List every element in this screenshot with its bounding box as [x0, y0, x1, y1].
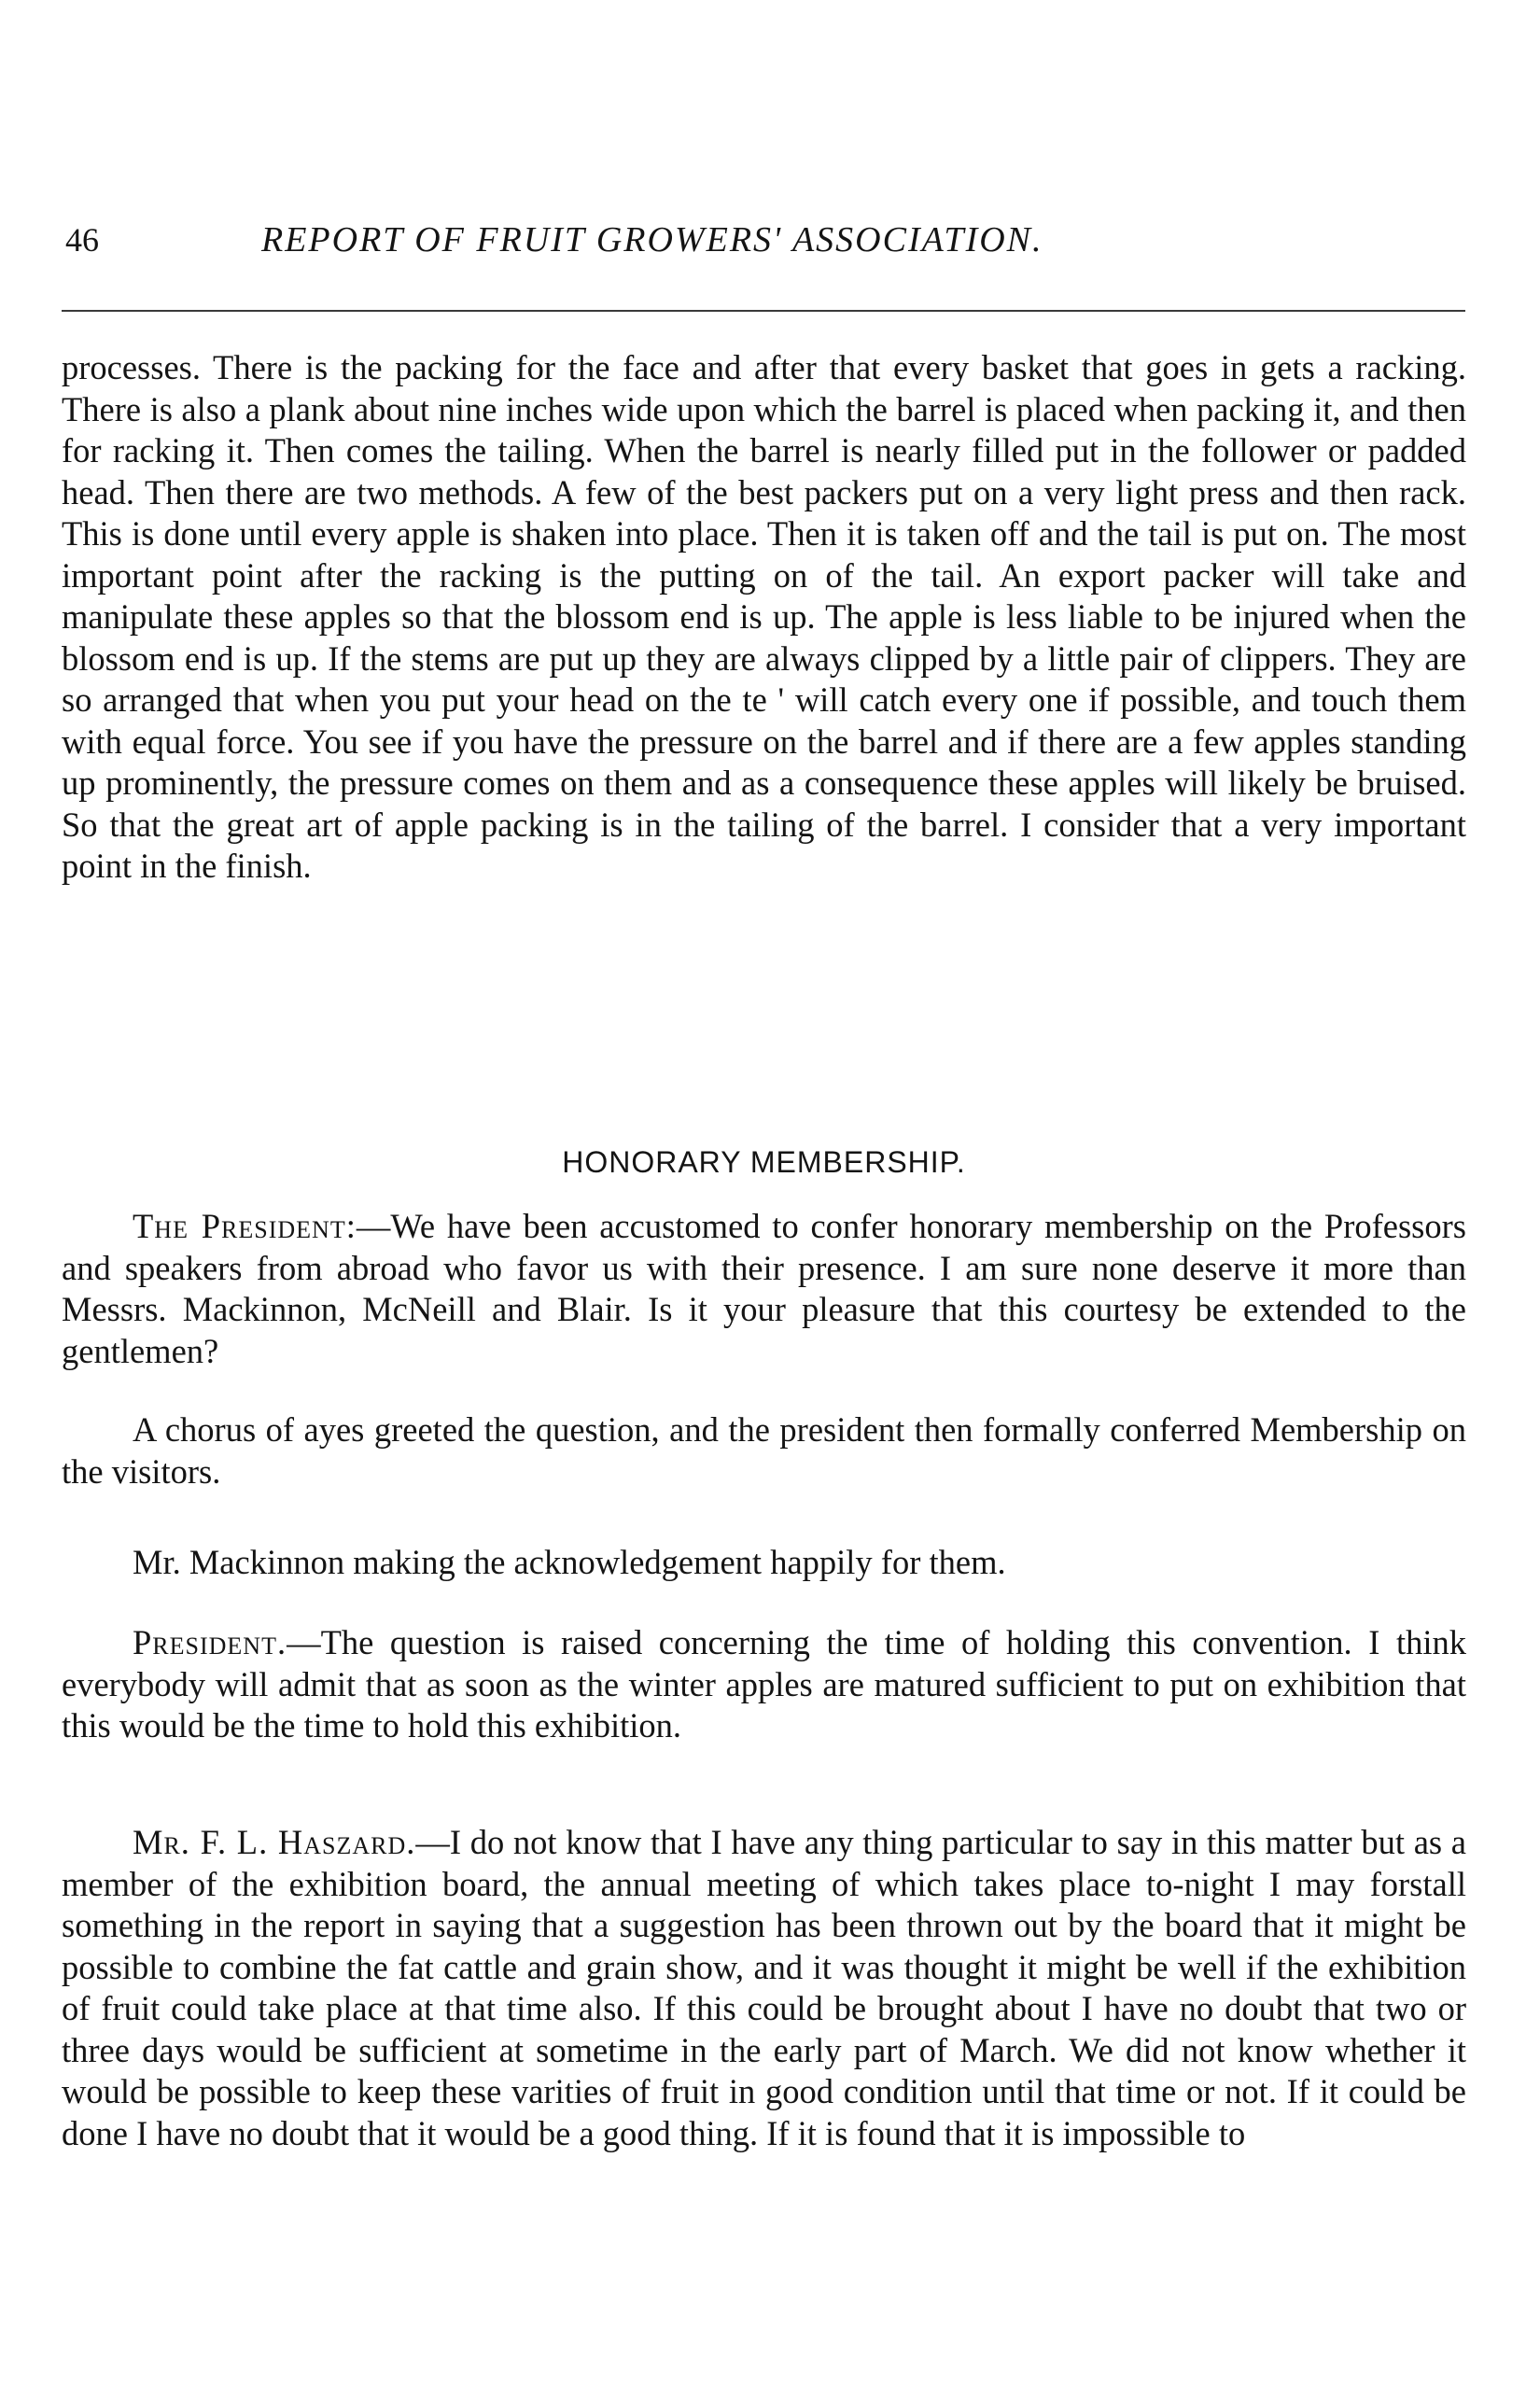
- paragraph-text: —The question is raised concerning the time of holding this convention. I think everybody will admit that as soon as the winter apples are matured sufficient to put on exhibition that this would be the time to hold this exhibition.: [62, 1623, 1466, 1744]
- paragraph-text: Mr. Mackinnon making the acknowledgement happily for them.: [133, 1543, 1006, 1581]
- paragraph-packing-processes: [62, 347, 1466, 888]
- paragraph-president-convention: [62, 1622, 1466, 1747]
- speaker-name: President.: [133, 1623, 287, 1661]
- speaker-name: The President:: [133, 1207, 357, 1245]
- page-number: 46: [65, 221, 99, 259]
- paragraph-text: A chorus of ayes greeted the question, and the president then formally conferred Membership on the visitors.: [62, 1410, 1466, 1491]
- speaker-name: Mr. F. L. Haszard.: [133, 1823, 416, 1861]
- paragraph-mackinnon: [62, 1542, 1466, 1584]
- paragraph-president-membership: [62, 1206, 1466, 1372]
- paragraph-text: processes. There is the packing for the face and after that every basket that goes in gets a racking. There is also a plank about nine inches wide upon which the barrel is placed when packing it, and then for racking it. Then comes the tailing. When the barrel is nearly filled put in the follower or padded head. Then there are two methods. A few of the best packers put on a very light press and then rack. This is done until every apple is shaken into place. Then it is taken off and the tail is put on. The most important point after the racking is the putting on of the tail. An export packer will take and manipulate these apples so that the blossom end is up. The apple is less liable to be injured when the blossom end is up. If the stems are put up they are always clipped by a little pair of clippers. They are so arranged that when you put your head on the te ' will catch every one if possible, and touch them with equal force. You see if you have the pressure on the barrel and if there are a few apples standing up prominently, the pressure comes on them and as a consequence these apples will likely be bruised. So that the great art of apple packing is in the tailing of the barrel. I consider that a very important point in the finish.: [62, 348, 1466, 885]
- paragraph-chorus: [62, 1409, 1466, 1492]
- paragraph-haszard: [62, 1822, 1466, 2154]
- header-rule: [62, 310, 1465, 312]
- running-head: [65, 217, 1465, 263]
- paragraph-text: —I do not know that I have any thing particular to say in this matter but as a member of the exhibition board, the annual meeting of which takes place to-night I may forstall something in the report in saying that a suggestion has been thrown out by the board that it might be possible to combine the fat cattle and grain show, and it was thought it might be well if the exhibition of fruit could take place at that time also. If this could be brought about I have no doubt that two or three days would be sufficient at sometime in the early part of March. We did not know whether it would be possible to keep these varities of fruit in good condition until that time or not. If it could be done I have no doubt that it would be a good thing. If it is found that it is impossible to: [62, 1823, 1466, 2152]
- paragraph-text: —We have been accustomed to confer honorary membership on the Professors and speakers from abroad who favor us with their presence. I am sure none deserve it more than Messrs. Mackinnon, McNeill and Blair. Is it your pleasure that this courtesy be extended to the gentlemen?: [62, 1207, 1466, 1370]
- section-heading: HONORARY MEMBERSHIP.: [562, 1145, 966, 1179]
- running-title: REPORT OF FRUIT GROWERS' ASSOCIATION.: [261, 220, 1043, 259]
